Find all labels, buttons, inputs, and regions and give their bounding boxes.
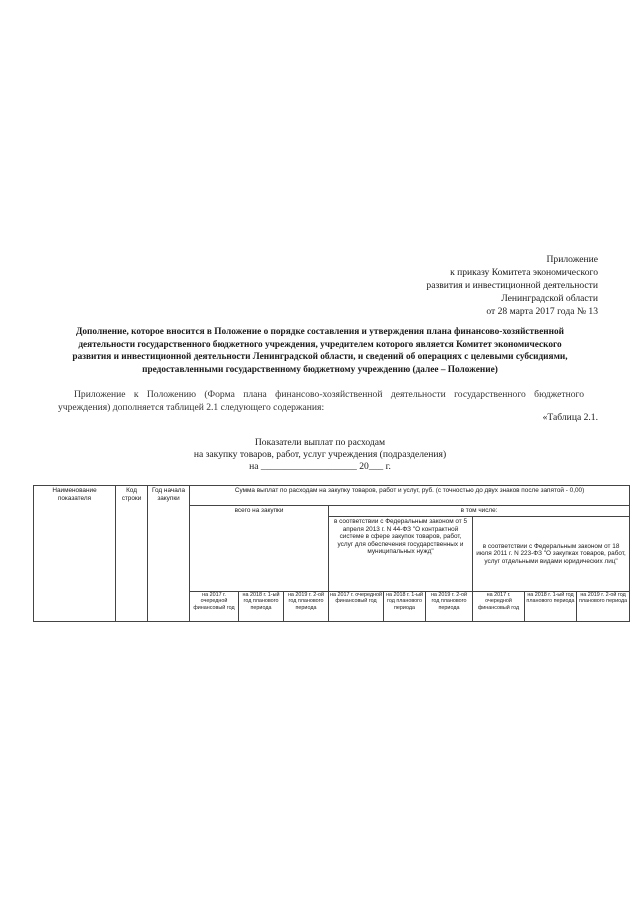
subheader-223fz-2019: на 2019 г. 2-ой год планового периода	[577, 592, 630, 622]
header-row-code: Код строки	[116, 486, 148, 622]
header-law-44fz: в соответствии с Федеральным законом от 5 апреля 2013 г. N 44-ФЗ "О контрактной системе в сфере закупок товаров, работ, услуг для обеспечения государственных и муниципальных нужд"	[329, 517, 473, 592]
appendix-date: от 28 марта 2017 года № 13	[486, 306, 598, 317]
subheader-44fz-2019: на 2019 г. 2-ой год планового периода	[426, 592, 473, 622]
header-law-223fz: в соответствии с Федеральным законом от 18 июля 2011 г. N 223-ФЗ "О закупках товаров, работ, услуг отдельными видами юридических лиц"	[473, 517, 630, 592]
header-total-purchases: всего на закупки	[190, 506, 329, 592]
subheader-44fz-2017: на 2017 г. очередной финансовый год	[329, 592, 384, 622]
table-caption-line2: на закупку товаров, работ, услуг учреждения (подразделения)	[193, 449, 447, 460]
appendix-header	[358, 253, 598, 318]
intro-paragraph: Приложение к Положению (Форма плана финансово-хозяйственной деятельности государственного бюджетного учреждения) дополняется таблицей 2.1 следующего содержания:	[58, 389, 584, 413]
subheader-223fz-2017: на 2017 г. очередной финансовый год	[473, 592, 525, 622]
subheader-total-2018: на 2018 г. 1-ый год планового периода	[239, 592, 284, 622]
document-title: Дополнение, которое вносится в Положение о порядке составления и утверждения плана финансово-хозяйственной деятельности государственного бюджетного учреждения, учредителем которого является Комитет экономического развития и инвестиционной деятельности Ленинградской области, и сведений об операциях с целевыми субсидиями, предоставленными государственному бюджетному учреждению (далее – Положение)	[72, 327, 568, 375]
header-purchase-year: Год начала закупки	[148, 486, 190, 622]
header-indicator-name: Наименование показателя	[34, 486, 116, 622]
payments-table	[33, 485, 630, 622]
table-caption-line3: на ____________________ 20___ г.	[249, 461, 391, 472]
appendix-region: Ленинградской области	[501, 293, 598, 304]
table-caption	[0, 437, 640, 473]
subheader-223fz-2018: на 2018 г. 1-ый год планового периода	[525, 592, 577, 622]
header-payment-sum: Сумма выплат по расходам на закупку товаров, работ и услуг, руб. (с точностью до двух знаков после запятой - 0,00)	[190, 486, 630, 506]
header-including: в том числе:	[329, 506, 630, 517]
appendix-label: Приложение	[546, 254, 598, 265]
subheader-total-2019: на 2019 г. 2-ой год планового периода	[284, 592, 329, 622]
table-number: «Таблица 2.1.	[542, 412, 598, 423]
table-caption-line1: Показатели выплат по расходам	[254, 437, 386, 448]
appendix-committee: развития и инвестиционной деятельности	[426, 280, 598, 291]
subheader-total-2017: на 2017 г. очередной финансовый год	[190, 592, 239, 622]
subheader-44fz-2018: на 2018 г. 1-ый год планового периода	[384, 592, 426, 622]
appendix-order-ref: к приказу Комитета экономического	[450, 267, 598, 278]
